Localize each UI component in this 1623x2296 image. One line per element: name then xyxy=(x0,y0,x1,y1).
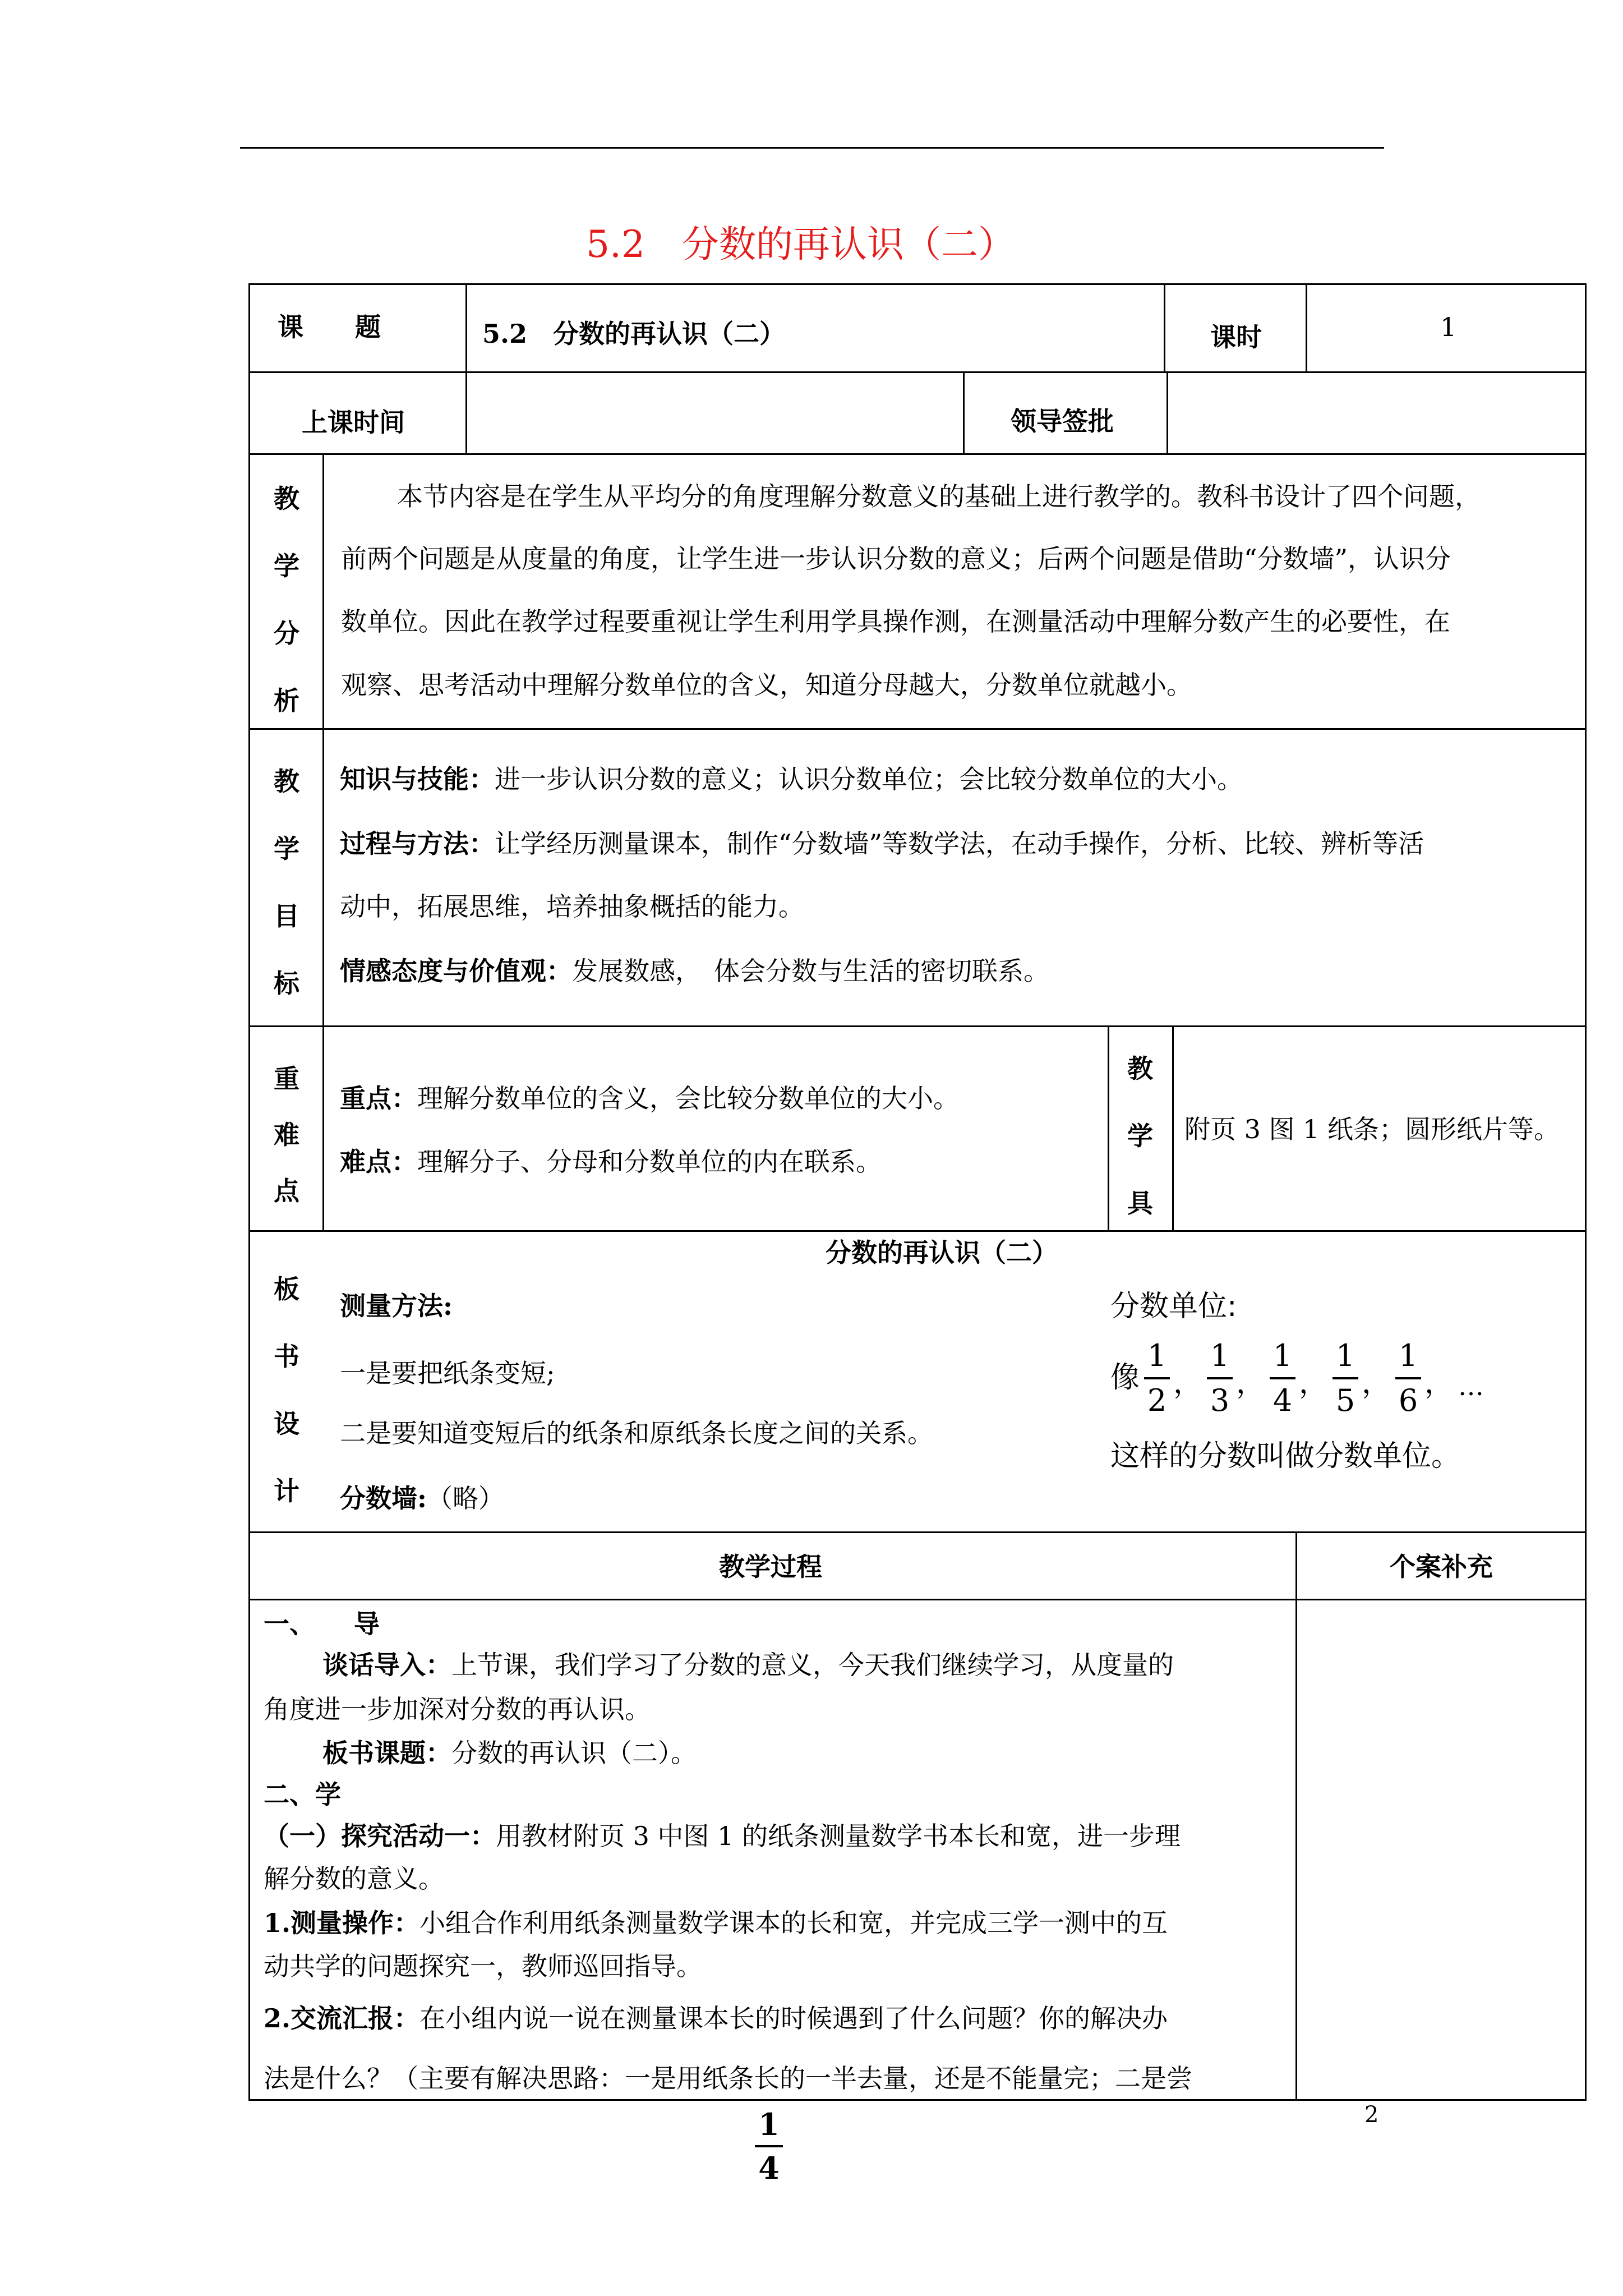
fraction-comma: ， xyxy=(1299,1366,1329,1400)
key-point-label: 重点： xyxy=(340,1083,417,1114)
board-label-char: 书 xyxy=(274,1341,299,1372)
goal-knowledge xyxy=(340,766,1243,792)
analysis-line: 观察、思考活动中理解分数单位的含义，知道分母越大，分数单位就越小。 xyxy=(341,670,1192,700)
table-col-line xyxy=(1164,283,1165,373)
fraction-bar xyxy=(1332,1377,1358,1379)
footer-fraction-denominator: 4 xyxy=(758,2150,780,2186)
key-point xyxy=(340,1083,959,1114)
table-col-line xyxy=(1166,371,1168,454)
board-title xyxy=(322,1740,697,1766)
table-row-line xyxy=(248,2099,1587,2101)
table-row-line xyxy=(248,453,1587,455)
activity-1 xyxy=(264,1823,1181,1849)
table-col-line xyxy=(1108,1025,1109,1232)
analysis-line: 本节内容是在学生从平均分的角度理解分数意义的基础上进行教学的。教科书设计了四个问题， xyxy=(397,481,1481,512)
table-col-line xyxy=(963,371,965,454)
board-method-label: 测量方法: xyxy=(340,1291,453,1321)
report-label: 2.交流汇报： xyxy=(264,2003,420,2033)
goal-emotion-label: 情感态度与价值观： xyxy=(340,956,572,986)
table-col-line xyxy=(322,453,324,1232)
goals-label-char: 教 xyxy=(274,766,299,797)
board-label-char: 板 xyxy=(274,1274,299,1304)
fraction-comma: ， xyxy=(1173,1366,1203,1400)
board-label-char: 设 xyxy=(274,1409,299,1439)
table-row-line xyxy=(248,1230,1587,1232)
analysis-line: 数单位。因此在教学过程要重视让学生利用学具操作测，在测量活动中理解分数产生的必要性，在 xyxy=(341,606,1450,637)
tools-label-char: 学 xyxy=(1127,1121,1153,1151)
board-wall-text: （略） xyxy=(426,1483,504,1513)
board-wall-label: 分数墙: xyxy=(340,1483,427,1513)
hard-point xyxy=(340,1149,882,1175)
fraction-denominator: 5 xyxy=(1335,1383,1355,1418)
table-row-line xyxy=(248,1531,1587,1533)
table-row-line xyxy=(248,1599,1587,1600)
goal-emotion-text: 发展数感， 体会分数与生活的密切联系。 xyxy=(572,956,1049,986)
measure-op-text: 小组合作利用纸条测量数学课本的长和宽，并完成三学一测中的互 xyxy=(419,1908,1168,1938)
activity-1-label: （一）探究活动一： xyxy=(264,1821,496,1851)
fraction-bar xyxy=(1270,1377,1295,1379)
header-rule xyxy=(240,147,1384,149)
goal-emotion xyxy=(340,958,1049,984)
period-value: 1 xyxy=(1440,312,1457,342)
fraction-numerator: 1 xyxy=(1210,1338,1230,1373)
fraction-denominator: 3 xyxy=(1210,1383,1230,1418)
analysis-label-char: 分 xyxy=(274,618,299,648)
table-col-line xyxy=(1306,283,1307,373)
fraction-comma: ， xyxy=(1424,1366,1454,1400)
board-wall xyxy=(340,1485,504,1511)
fraction-bar xyxy=(1144,1377,1170,1379)
analysis-label-char: 教 xyxy=(274,484,299,514)
unit-prefix: 像 xyxy=(1110,1361,1140,1395)
fraction-bar xyxy=(1207,1377,1233,1379)
goal-knowledge-text: 进一步认识分数的意义；认识分数单位；会比较分数单位的大小。 xyxy=(495,764,1243,794)
table-row-line xyxy=(248,728,1587,730)
fraction-ellipsis: … xyxy=(1458,1371,1484,1401)
measure-op-line2: 动共学的问题探究一，教师巡回指导。 xyxy=(264,1951,702,1981)
table-row-line xyxy=(248,283,1587,285)
report-line2: 法是什么？（主要有解决思路：一是用纸条长的一半去量，还是不能量完；二是尝 xyxy=(264,2063,1192,2093)
key-point-text: 理解分数单位的含义，会比较分数单位的大小。 xyxy=(417,1083,959,1114)
talk-intro-text: 上节课，我们学习了分数的意义，今天我们继续学习，从度量的 xyxy=(451,1650,1174,1680)
report-text: 在小组内说一说在测量课本长的时候遇到了什么问题？你的解决办 xyxy=(419,2003,1168,2033)
fraction-comma: ， xyxy=(1236,1366,1266,1400)
fraction-numerator: 1 xyxy=(1272,1338,1293,1373)
page-number: 2 xyxy=(1364,2102,1379,2128)
activity-1-line2: 解分数的意义。 xyxy=(264,1864,444,1894)
board-method-1: 一是要把纸条变短; xyxy=(340,1358,555,1388)
fraction-comma: ， xyxy=(1362,1366,1391,1400)
hard-point-text: 理解分子、分母和分数单位的内在联系。 xyxy=(417,1147,882,1177)
board-title-label: 板书课题： xyxy=(322,1738,451,1768)
activity-1-text: 用教材附页 3 中图 1 的纸条测量数学书本长和宽，进一步理 xyxy=(496,1821,1181,1851)
period-label: 课时 xyxy=(1210,322,1262,352)
supplement-heading: 个案补充 xyxy=(1390,1552,1493,1582)
keypoints-label-char: 难 xyxy=(274,1120,299,1150)
fraction-numerator: 1 xyxy=(1398,1338,1418,1373)
table-col-line xyxy=(1295,1531,1297,2101)
fraction-numerator: 1 xyxy=(1147,1338,1167,1373)
keypoints-label-char: 点 xyxy=(274,1176,299,1206)
fraction-denominator: 2 xyxy=(1147,1383,1167,1418)
goal-process-label: 过程与方法： xyxy=(340,829,495,859)
goal-knowledge-label: 知识与技能： xyxy=(340,764,495,794)
goals-label-char: 学 xyxy=(274,834,299,864)
measure-op xyxy=(264,1910,1168,1936)
fraction-numerator: 1 xyxy=(1335,1338,1355,1373)
footer-fraction-numerator: 1 xyxy=(758,2106,780,2142)
footer-fraction-bar xyxy=(755,2145,783,2147)
table-col-line xyxy=(465,283,467,373)
table-row-line xyxy=(248,1025,1587,1027)
table-row-line xyxy=(248,371,1587,373)
report xyxy=(264,2005,1168,2031)
goals-label-char: 标 xyxy=(274,968,299,999)
process-heading: 教学过程 xyxy=(719,1552,822,1582)
analysis-label-char: 学 xyxy=(274,551,299,581)
goals-label-char: 目 xyxy=(274,901,299,931)
class-time-label: 上课时间 xyxy=(302,407,405,438)
table-col-line xyxy=(1172,1025,1174,1232)
tools-label-char: 教 xyxy=(1127,1053,1153,1084)
goal-process-text: 让学经历测量课本，制作“分数墙”等数学法，在动手操作，分析、比较、辨析等活 xyxy=(495,829,1424,859)
unit-label: 分数单位: xyxy=(1110,1290,1237,1323)
keypoints-label-char: 重 xyxy=(274,1064,299,1094)
goal-process xyxy=(340,831,1424,857)
approval-label: 领导签批 xyxy=(1011,406,1114,436)
table-border-right xyxy=(1585,283,1587,2101)
section-guide: 一、 导 xyxy=(264,1609,380,1639)
talk-intro xyxy=(322,1652,1174,1678)
table-col-line xyxy=(465,371,467,454)
course-value: 5.2 分数的再认识（二） xyxy=(482,319,786,349)
section-learn: 二、学 xyxy=(264,1779,341,1810)
analysis-label-char: 析 xyxy=(274,685,299,716)
hard-point-label: 难点： xyxy=(340,1147,417,1177)
fraction-denominator: 4 xyxy=(1272,1383,1293,1418)
board-title-text: 分数的再认识（二）。 xyxy=(451,1738,697,1768)
unit-description: 这样的分数叫做分数单位。 xyxy=(1110,1439,1461,1473)
fraction-denominator: 6 xyxy=(1398,1383,1418,1418)
board-method-2: 二是要知道变短后的纸条和原纸条长度之间的关系。 xyxy=(340,1418,933,1448)
measure-op-label: 1.测量操作： xyxy=(264,1908,420,1938)
page-title: 5.2 分数的再认识（二） xyxy=(586,223,1015,266)
table-border-left xyxy=(248,283,250,2101)
course-label: 课 题 xyxy=(278,312,381,342)
board-label-char: 计 xyxy=(274,1476,299,1506)
board-heading: 分数的再认识（二） xyxy=(826,1237,1058,1268)
goal-process-line2: 动中，拓展思维，培养抽象概括的能力。 xyxy=(340,891,804,922)
tools-label-char: 具 xyxy=(1127,1188,1153,1218)
fraction-bar xyxy=(1395,1377,1421,1379)
talk-intro-label: 谈话导入： xyxy=(322,1650,451,1680)
analysis-line: 前两个问题是从度量的角度，让学生进一步认识分数的意义；后两个问题是借助“分数墙”，认识分 xyxy=(341,544,1451,574)
tools-text: 附页 3 图 1 纸条；圆形纸片等。 xyxy=(1184,1114,1560,1144)
talk-intro-line2: 角度进一步加深对分数的再认识。 xyxy=(264,1694,651,1724)
